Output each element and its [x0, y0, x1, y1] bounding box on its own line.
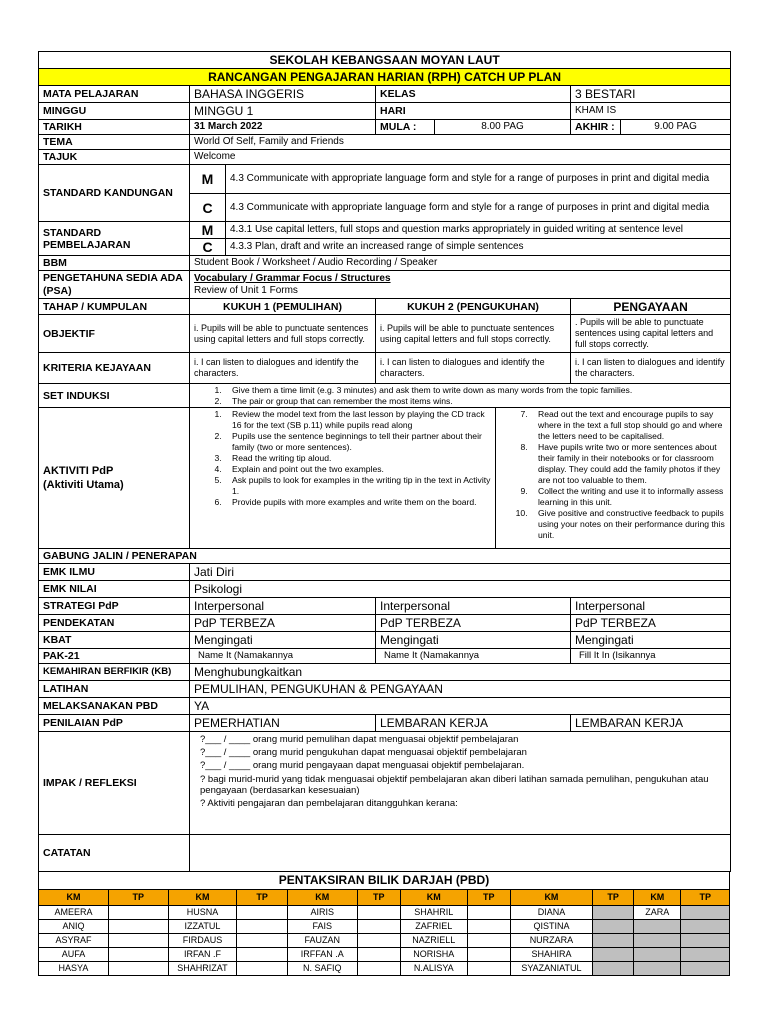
activity-item: 1. Review the model text from the last lesson by playing the CD track 16 for the text (SB p.11) while pupils read along [224, 409, 491, 431]
student-name: AIRIS [287, 906, 357, 920]
topic-label: TAJUK [39, 150, 190, 165]
approach-l2: PdP TERBEZA [376, 615, 571, 632]
class-label: KELAS [376, 86, 571, 103]
activity-list-left [194, 409, 491, 508]
kbat-label: KBAT [39, 632, 190, 649]
psa-value: Review of Unit 1 Forms [194, 284, 298, 296]
km-heading: KM [168, 890, 237, 906]
level-1-heading: KUKUH 1 (PEMULIHAN) [190, 299, 376, 315]
impact-line: ?___ / ____ orang murid pengukuhan dapat menguasai objektif pembelajaran [200, 747, 527, 758]
student-name: N. SAFIQ [287, 962, 357, 976]
objective-l3: . Pupils will be able to punctuate sentences using capital letters and full stops correctly. [571, 315, 731, 353]
emk-ilmu-label: EMK ILMU [39, 564, 190, 581]
tp-cell[interactable] [681, 962, 730, 976]
day-label: HARI [376, 103, 571, 120]
student-name: SHAHRIL [400, 906, 467, 920]
tp-cell[interactable] [237, 934, 287, 948]
strategy-l3: Interpersonal [571, 598, 731, 615]
tp-cell[interactable] [593, 948, 634, 962]
student-name [634, 934, 681, 948]
content-m-code: M [190, 165, 226, 194]
approach-l1: PdP TERBEZA [190, 615, 376, 632]
class-value: 3 BESTARI [571, 86, 731, 103]
induction-item: 1. Give them a time limit (e.g. 3 minutes) and ask them to write down as many words from the topic families. [224, 385, 726, 396]
rph-table [38, 51, 731, 872]
kb-label: KEMAHIRAN BERFIKIR (KB) [39, 664, 190, 681]
student-name: NURZARA [510, 934, 592, 948]
psa-heading: Vocabulary / Grammar Focus / Structures [194, 272, 391, 284]
content-c-text: 4.3 Communicate with appropriate language form and style for a range of purposes in print and digital media [226, 194, 731, 222]
tp-heading: TP [681, 890, 730, 906]
date-value: 31 March 2022 [190, 120, 376, 135]
end-label: AKHIR : [571, 120, 621, 135]
tp-cell[interactable] [681, 948, 730, 962]
activity-item: 5. Ask pupils to look for examples in the writing tip in the text in Activity 1. [224, 475, 491, 497]
objective-l1: i. Pupils will be able to punctuate sentences using capital letters and full stops correctly. [190, 315, 376, 353]
student-name: ZAFRIEL [400, 920, 467, 934]
bbm-value: Student Book / Worksheet / Audio Recording / Speaker [190, 256, 731, 271]
student-name: ANIQ [39, 920, 109, 934]
student-name: FAUZAN [287, 934, 357, 948]
content-standard-label: STANDARD KANDUNGAN [39, 165, 190, 222]
tp-cell[interactable] [467, 948, 510, 962]
pbd-row [39, 920, 730, 934]
km-heading: KM [634, 890, 681, 906]
tp-cell[interactable] [357, 906, 400, 920]
student-name: SHAHIRA [510, 948, 592, 962]
approach-l3: PdP TERBEZA [571, 615, 731, 632]
student-name: AMEERA [39, 906, 109, 920]
gabung-label: GABUNG JALIN / PENERAPAN [39, 549, 731, 564]
tp-cell[interactable] [237, 920, 287, 934]
student-name: IRFFAN .A [287, 948, 357, 962]
day-value: KHAM IS [571, 103, 731, 120]
student-name: HASYA [39, 962, 109, 976]
pbd-row [39, 948, 730, 962]
school-name: SEKOLAH KEBANGSAAN MOYAN LAUT [39, 52, 731, 69]
emk-nilai-label: EMK NILAI [39, 581, 190, 598]
student-name: DIANA [510, 906, 592, 920]
assessment-l3: LEMBARAN KERJA [571, 715, 731, 732]
student-name [634, 962, 681, 976]
induction-item: 2. The pair or group that can remember the most items wins. [224, 396, 726, 407]
tp-heading: TP [467, 890, 510, 906]
levels-label: TAHAP / KUMPULAN [39, 299, 190, 315]
activity-item: 8. Have pupils write two or more sentences about their family in their notebooks or for classroom display. They could add the family photos if they are not too valuable to them. [530, 442, 726, 486]
student-name: IZZATUL [168, 920, 237, 934]
emk-ilmu-value: Jati Diri [190, 564, 731, 581]
activity-item: 10. Give positive and constructive feedback to pupils using your notes on their performance during this unit. [530, 508, 726, 541]
theme-value: World Of Self, Family and Friends [190, 135, 731, 150]
week-value: MINGGU 1 [190, 103, 376, 120]
tp-cell[interactable] [681, 934, 730, 948]
tp-cell[interactable] [357, 948, 400, 962]
tp-cell[interactable] [593, 962, 634, 976]
tp-heading: TP [237, 890, 287, 906]
tp-cell[interactable] [357, 962, 400, 976]
student-name [634, 920, 681, 934]
tp-heading: TP [357, 890, 400, 906]
pbd-label: MELAKSANAKAN PBD [39, 698, 190, 715]
strategy-label: STRATEGI PdP [39, 598, 190, 615]
student-name [634, 948, 681, 962]
psa-label: PENGETAHUNA SEDIA ADA (PSA) [39, 271, 190, 299]
student-name: NORISHA [400, 948, 467, 962]
tp-cell[interactable] [467, 920, 510, 934]
tp-cell[interactable] [357, 920, 400, 934]
tp-cell[interactable] [237, 962, 287, 976]
strategy-l1: Interpersonal [190, 598, 376, 615]
student-name: HUSNA [168, 906, 237, 920]
strategy-l2: Interpersonal [376, 598, 571, 615]
pak21-label: PAK-21 [39, 649, 190, 664]
kbat-l2: Mengingati [376, 632, 571, 649]
start-label: MULA : [376, 120, 435, 135]
activity-item: 2. Pupils use the sentence beginnings to tell their partner about their family (two or more sentences). [224, 431, 491, 453]
tp-cell[interactable] [108, 906, 168, 920]
impact-label: IMPAK / REFLEKSI [39, 732, 190, 835]
emk-nilai-value: Psikologi [190, 581, 731, 598]
km-heading: KM [39, 890, 109, 906]
pbd-row [39, 906, 730, 920]
tp-cell[interactable] [593, 906, 634, 920]
date-label: TARIKH [39, 120, 190, 135]
km-heading: KM [287, 890, 357, 906]
activity-label: AKTIVITI PdP [43, 465, 114, 477]
activity-item: 7. Read out the text and encourage pupils to say where in the text a full stop should go and where the letters need to be capitalised. [530, 409, 726, 442]
topic-value: Welcome [190, 150, 731, 165]
tp-cell[interactable] [467, 906, 510, 920]
content-m-text: 4.3 Communicate with appropriate language form and style for a range of purposes in print and digital media [226, 165, 731, 194]
content-c-code: C [190, 194, 226, 222]
km-heading: KM [510, 890, 592, 906]
pbd-row [39, 934, 730, 948]
tp-cell[interactable] [108, 962, 168, 976]
kbat-l1: Mengingati [190, 632, 376, 649]
learning-standard-label: STANDARD PEMBELAJARAN [39, 222, 190, 256]
exercise-value: PEMULIHAN, PENGUKUHAN & PENGAYAAN [190, 681, 731, 698]
impact-line: ? Aktiviti pengajaran dan pembelajaran ditangguhkan kerana: [200, 798, 458, 809]
notes-label: CATATAN [39, 835, 190, 872]
pak21-l3: Fill It In (Isikannya [571, 649, 731, 664]
start-value: 8.00 PAG [435, 120, 571, 135]
impact-line: ?___ / ____ orang murid pengayaan dapat menguasai objektif pembelajaran. [200, 760, 525, 771]
tp-cell[interactable] [108, 934, 168, 948]
tp-cell[interactable] [357, 934, 400, 948]
student-name: SYAZANIATUL [510, 962, 592, 976]
tp-cell[interactable] [593, 920, 634, 934]
rph-document [38, 51, 730, 976]
week-label: MINGGU [39, 103, 190, 120]
theme-label: TEMA [39, 135, 190, 150]
exercise-label: LATIHAN [39, 681, 190, 698]
activity-item: 4. Explain and point out the two examples. [224, 464, 491, 475]
tp-cell[interactable] [237, 948, 287, 962]
tp-cell[interactable] [237, 906, 287, 920]
student-name: FIRDAUS [168, 934, 237, 948]
activity-item: 9. Collect the writing and use it to informally assess learning in this unit. [530, 486, 726, 508]
tp-cell[interactable] [108, 920, 168, 934]
student-name: NAZRIELL [400, 934, 467, 948]
learning-m-code: M [190, 222, 226, 239]
assessment-l1: PEMERHATIAN [190, 715, 376, 732]
km-heading: KM [400, 890, 467, 906]
level-2-heading: KUKUH 2 (PENGUKUHAN) [376, 299, 571, 315]
objective-l2: i. Pupils will be able to punctuate sentences using capital letters and full stops correctly. [376, 315, 571, 353]
subject-label: MATA PELAJARAN [39, 86, 190, 103]
assessment-l2: LEMBARAN KERJA [376, 715, 571, 732]
activity-list-right [500, 409, 726, 541]
induction-label: SET INDUKSI [39, 384, 190, 408]
student-name: QISTINA [510, 920, 592, 934]
notes-area[interactable] [190, 835, 731, 872]
learning-c-text: 4.3.3 Plan, draft and write an increased range of simple sentences [226, 239, 731, 256]
kbat-l3: Mengingati [571, 632, 731, 649]
pbd-value: YA [190, 698, 731, 715]
tp-cell[interactable] [108, 948, 168, 962]
approach-label: PENDEKATAN [39, 615, 190, 632]
learning-m-text: 4.3.1 Use capital letters, full stops and question marks appropriately in guided writing at sentence level [226, 222, 731, 239]
subject-value: BAHASA INGGERIS [190, 86, 376, 103]
impact-line: ? bagi murid-murid yang tidak menguasai objektif pembelajaran akan diberi latihan samada pemulihan, pengukuhan atau pengayaan (berdasarkan kesesuaian) [200, 774, 709, 796]
student-name: SHAHRIZAT [168, 962, 237, 976]
induction-list [194, 385, 726, 407]
tp-cell[interactable] [467, 934, 510, 948]
tp-heading: TP [593, 890, 634, 906]
activity-item: 3. Read the writing tip aloud. [224, 453, 491, 464]
criteria-l1: i. I can listen to dialogues and identify the characters. [190, 353, 376, 384]
impact-line: ?___ / ____ orang murid pemulihan dapat menguasai objektif pembelajaran [200, 734, 519, 745]
end-value: 9.00 PAG [621, 120, 731, 135]
bbm-label: BBM [39, 256, 190, 271]
activity-sublabel: (Aktiviti Utama) [43, 479, 124, 491]
tp-cell[interactable] [467, 962, 510, 976]
kb-value: Menghubungkaitkan [190, 664, 731, 681]
tp-heading: TP [108, 890, 168, 906]
learning-c-code: C [190, 239, 226, 256]
student-name: N.ALISYA [400, 962, 467, 976]
tp-cell[interactable] [681, 920, 730, 934]
level-3-heading: PENGAYAAN [571, 299, 731, 315]
criteria-l3: i. I can listen to dialogues and identify the characters. [571, 353, 731, 384]
activity-item: 6. Provide pupils with more examples and write them on the board. [224, 497, 491, 508]
pak21-l1: Name It (Namakannya [190, 649, 376, 664]
criteria-label: KRITERIA KEJAYAAN [39, 353, 190, 384]
student-name: ASYRAF [39, 934, 109, 948]
pbd-table [38, 871, 730, 976]
tp-cell[interactable] [593, 934, 634, 948]
student-name: ZARA [634, 906, 681, 920]
criteria-l2: i. I can listen to dialogues and identify the characters. [376, 353, 571, 384]
student-name: AUFA [39, 948, 109, 962]
pak21-l2: Name It (Namakannya [376, 649, 571, 664]
assessment-label: PENILAIAN PdP [39, 715, 190, 732]
tp-cell[interactable] [681, 906, 730, 920]
objective-label: OBJEKTIF [39, 315, 190, 353]
pbd-row [39, 962, 730, 976]
student-name: IRFAN .F [168, 948, 237, 962]
pbd-title: PENTAKSIRAN BILIK DARJAH (PBD) [39, 872, 730, 890]
plan-title: RANCANGAN PENGAJARAN HARIAN (RPH) CATCH UP PLAN [39, 69, 731, 86]
student-name: FAIS [287, 920, 357, 934]
